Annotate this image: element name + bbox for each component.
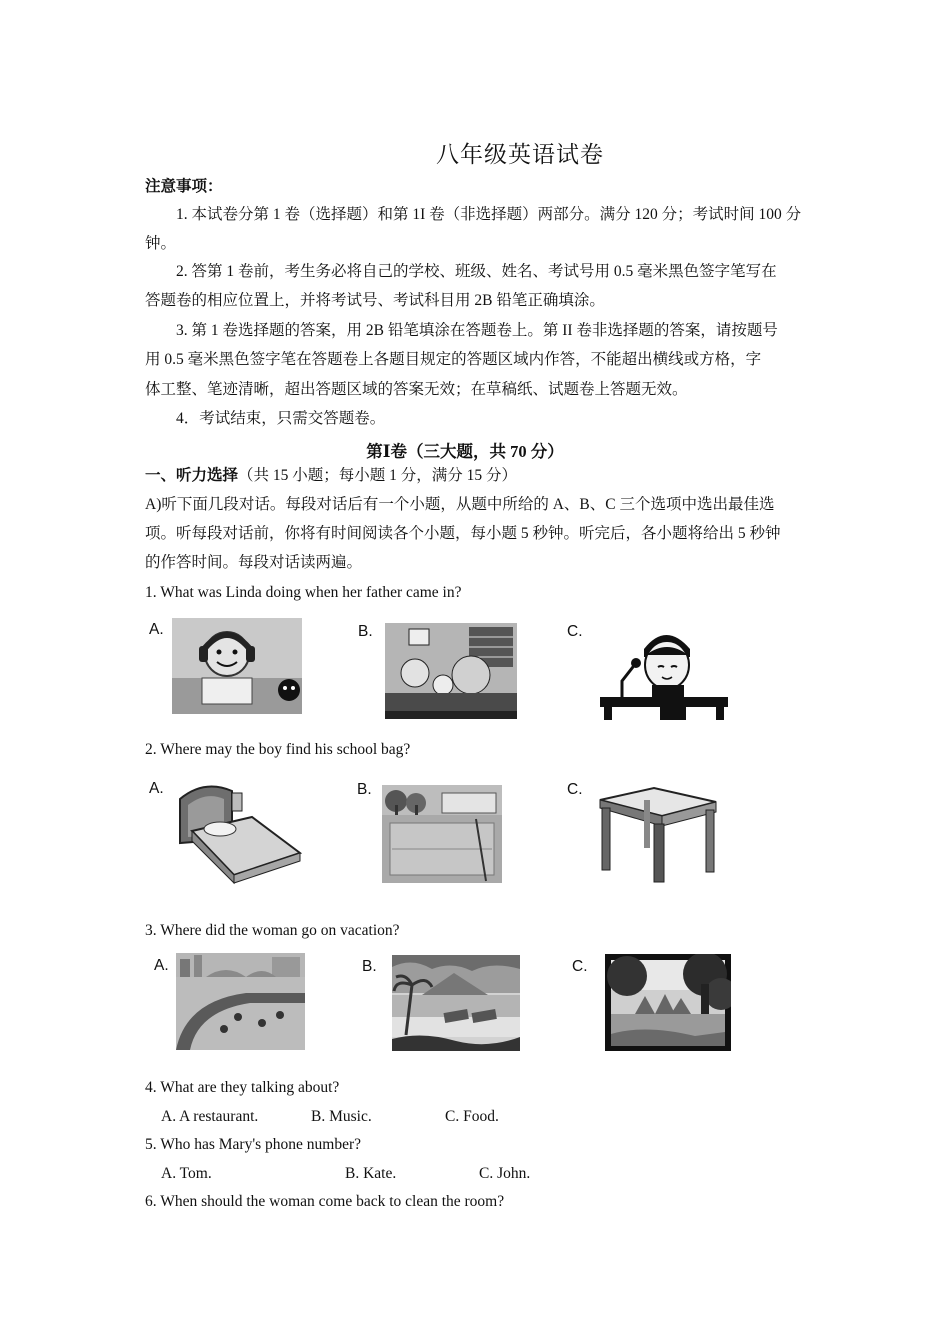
- question-4: 4. What are they talking about?: [145, 1079, 340, 1096]
- city-park-picture: [176, 953, 305, 1050]
- section1-heading: 一、听力选择: [145, 467, 239, 484]
- question-5: 5. Who has Mary's phone number?: [145, 1136, 362, 1153]
- family-watching-tv-picture: [385, 623, 517, 719]
- q4-option-c: C. Food.: [445, 1108, 499, 1125]
- notice-line: 2. 答第 1 卷前，考生务必将自己的学校、班级、姓名、考试号用 0.5 毫米黑色签字笔写在: [176, 263, 777, 280]
- q3-option-b-label: B.: [362, 958, 377, 975]
- q1-option-a-label: A.: [149, 621, 164, 638]
- notice-line: 3. 第 1 卷选择题的答案，用 2B 铅笔填涂在答题卷上。第 II 卷非选择题的答案，请按题号: [176, 322, 778, 339]
- notice-line: 用 0.5 毫米黑色签字笔在答题卷上各题目规定的答题区域内作答，不能超出横线或方格，字: [145, 351, 762, 368]
- question-3: 3. Where did the woman go on vacation?: [145, 922, 400, 939]
- notice-line: 钟。: [145, 235, 177, 252]
- notice-line: 体工整、笔迹清晰，超出答题区域的答案无效；在草稿纸、试题卷上答题无效。: [145, 381, 688, 398]
- question-2: 2. Where may the boy find his school bag?: [145, 741, 411, 758]
- part1-title: 第Ⅰ卷（三大题，共 70 分）: [366, 442, 564, 461]
- q3-option-c-label: C.: [572, 958, 588, 975]
- q4-option-a: A. A restaurant.: [161, 1108, 259, 1125]
- q5-option-b: B. Kate.: [345, 1165, 397, 1182]
- q2-option-a-label: A.: [149, 780, 164, 797]
- instruction-line: 项。听每段对话前，你将有时间阅读各个小题，每小题 5 秒钟。听完后，各小题将给出 5 秒钟: [145, 525, 781, 542]
- section1-header: [145, 466, 517, 486]
- bed-picture: [174, 779, 304, 885]
- girl-with-headphones-picture: [172, 618, 302, 714]
- q1-option-c-label: C.: [567, 623, 583, 640]
- q2-option-b-label: B.: [357, 781, 372, 798]
- question-1: 1. What was Linda doing when her father came in?: [145, 584, 462, 601]
- q5-option-c: C. John.: [479, 1165, 531, 1182]
- beach-picture: [392, 955, 520, 1051]
- notice-heading: 注意事项：: [145, 178, 223, 195]
- q5-option-a: A. Tom.: [161, 1165, 212, 1182]
- question-6: 6. When should the woman come back to clean the room?: [145, 1193, 505, 1210]
- q3-option-a-label: A.: [154, 957, 169, 974]
- table-picture: [596, 786, 720, 884]
- boy-reading-at-desk-picture: [600, 623, 728, 720]
- q2-option-c-label: C.: [567, 781, 583, 798]
- q4-option-b: B. Music.: [311, 1108, 372, 1125]
- instruction-line: 的作答时间。每段对话读两遍。: [145, 554, 363, 571]
- instruction-line: A)听下面几段对话。每段对话后有一个小题，从题中所给的 A、B、C 三个选项中选出最佳选: [145, 496, 775, 513]
- page-title: 八年级英语试卷: [436, 142, 604, 167]
- notice-line: 1. 本试卷分第 1 卷（选择题）和第 1I 卷（非选择题）两部分。满分 120 分；考试时间 100 分: [176, 206, 802, 223]
- notice-line: 4．考试结束，只需交答题卷。: [176, 410, 386, 427]
- notice-line: 答题卷的相应位置上，并将考试号、考试科目用 2B 铅笔正确填涂。: [145, 292, 605, 309]
- section1-note: （共 15 小题；每小题 1 分，满分 15 分）: [238, 467, 518, 484]
- playground-picture: [382, 785, 502, 883]
- forest-picture: [605, 954, 731, 1051]
- q1-option-b-label: B.: [358, 623, 373, 640]
